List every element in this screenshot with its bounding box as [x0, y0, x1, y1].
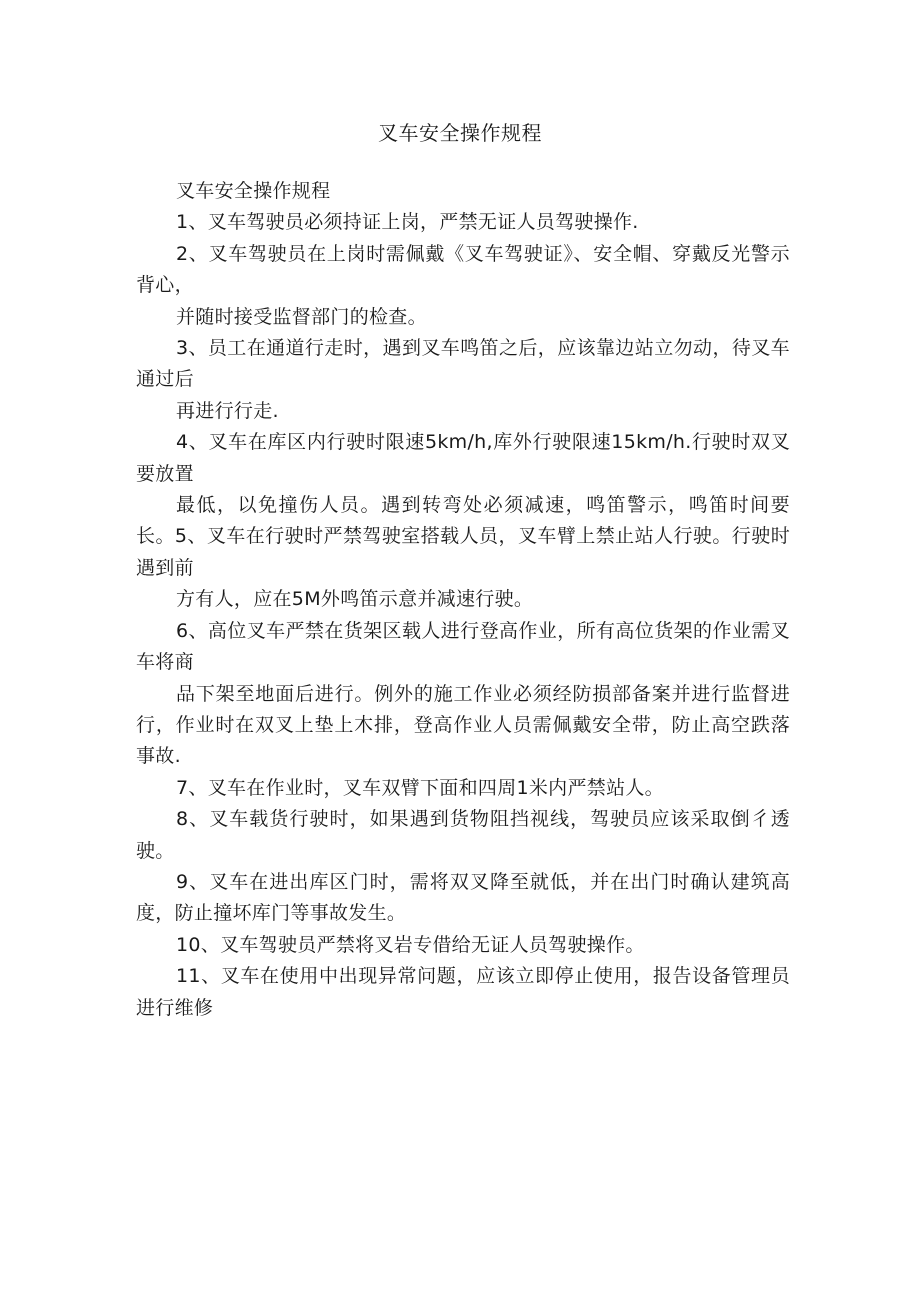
paragraph-rule-10: 10、叉车驾驶员严禁将叉岩专借给无证人员驾驶操作。	[176, 933, 645, 956]
paragraph-rule-1: 1、叉车驾驶员必须持证上岗，严禁无证人员驾驶操作.	[176, 211, 639, 234]
paragraph-rule-9: 9、叉车在进出库区门时，需将双叉降至就低，并在出门时确认建筑高度，防止撞坏库门等事故发生。	[136, 870, 790, 925]
paragraph-rule-3: 3、员工在通道行走时，遇到叉车鸣笛之后，应该靠边站立勿动，待叉车通过后	[136, 337, 790, 391]
paragraph-rule-6-cont: 品下架至地面后进行。例外的施工作业必须经防损部备案并进行监督进行，作业时在双叉上垫上木排，登高作业人员需佩戴安全带，防止高空跌落事故.	[136, 682, 790, 768]
paragraph-rule-2: 2、叉车驾驶员在上岗时需佩戴《叉车驾驶证》、安全帽、穿戴反光警示背心，	[136, 242, 790, 297]
paragraph-rule-5-cont: 方有人，应在5M外鸣笛示意并减速行驶。	[176, 588, 534, 611]
paragraph-heading: 叉车安全操作规程	[176, 180, 331, 202]
paragraph-rule-6: 6、高位叉车严禁在货架区载人进行登高作业，所有高位货架的作业需叉车将商	[136, 619, 790, 674]
paragraph-rule-11: 11、叉车在使用中出现异常问题，应该立即停止使用，报告设备管理员进行维修	[136, 965, 790, 1019]
paragraph-rule-4: 4、叉车在库区内行驶时限速5km∕h,库外行驶限速15km∕h.行驶时双叉要放置	[136, 431, 790, 485]
paragraph-rule-3-cont: 再进行行走.	[176, 399, 279, 422]
document-body	[136, 176, 790, 1024]
document-title: 叉车安全操作规程	[378, 121, 542, 145]
paragraph-rule-2-cont: 并随时接受监督部门的检查。	[176, 305, 427, 328]
paragraph-rule-4-cont: 最低，以免撞伤人员。遇到转弯处必须减速，鸣笛警示，鸣笛时间要长。5、叉车在行驶时严禁驾驶室搭载人员，叉车臂上禁止站人行驶。行驶时遇到前	[136, 494, 790, 579]
paragraph-rule-8: 8、叉车载货行驶时，如果遇到货物阻挡视线，驾驶员应该采取倒彳透驶。	[136, 808, 790, 862]
paragraph-rule-7: 7、叉车在作业时，叉车双臂下面和四周1米内严禁站人。	[176, 776, 664, 799]
